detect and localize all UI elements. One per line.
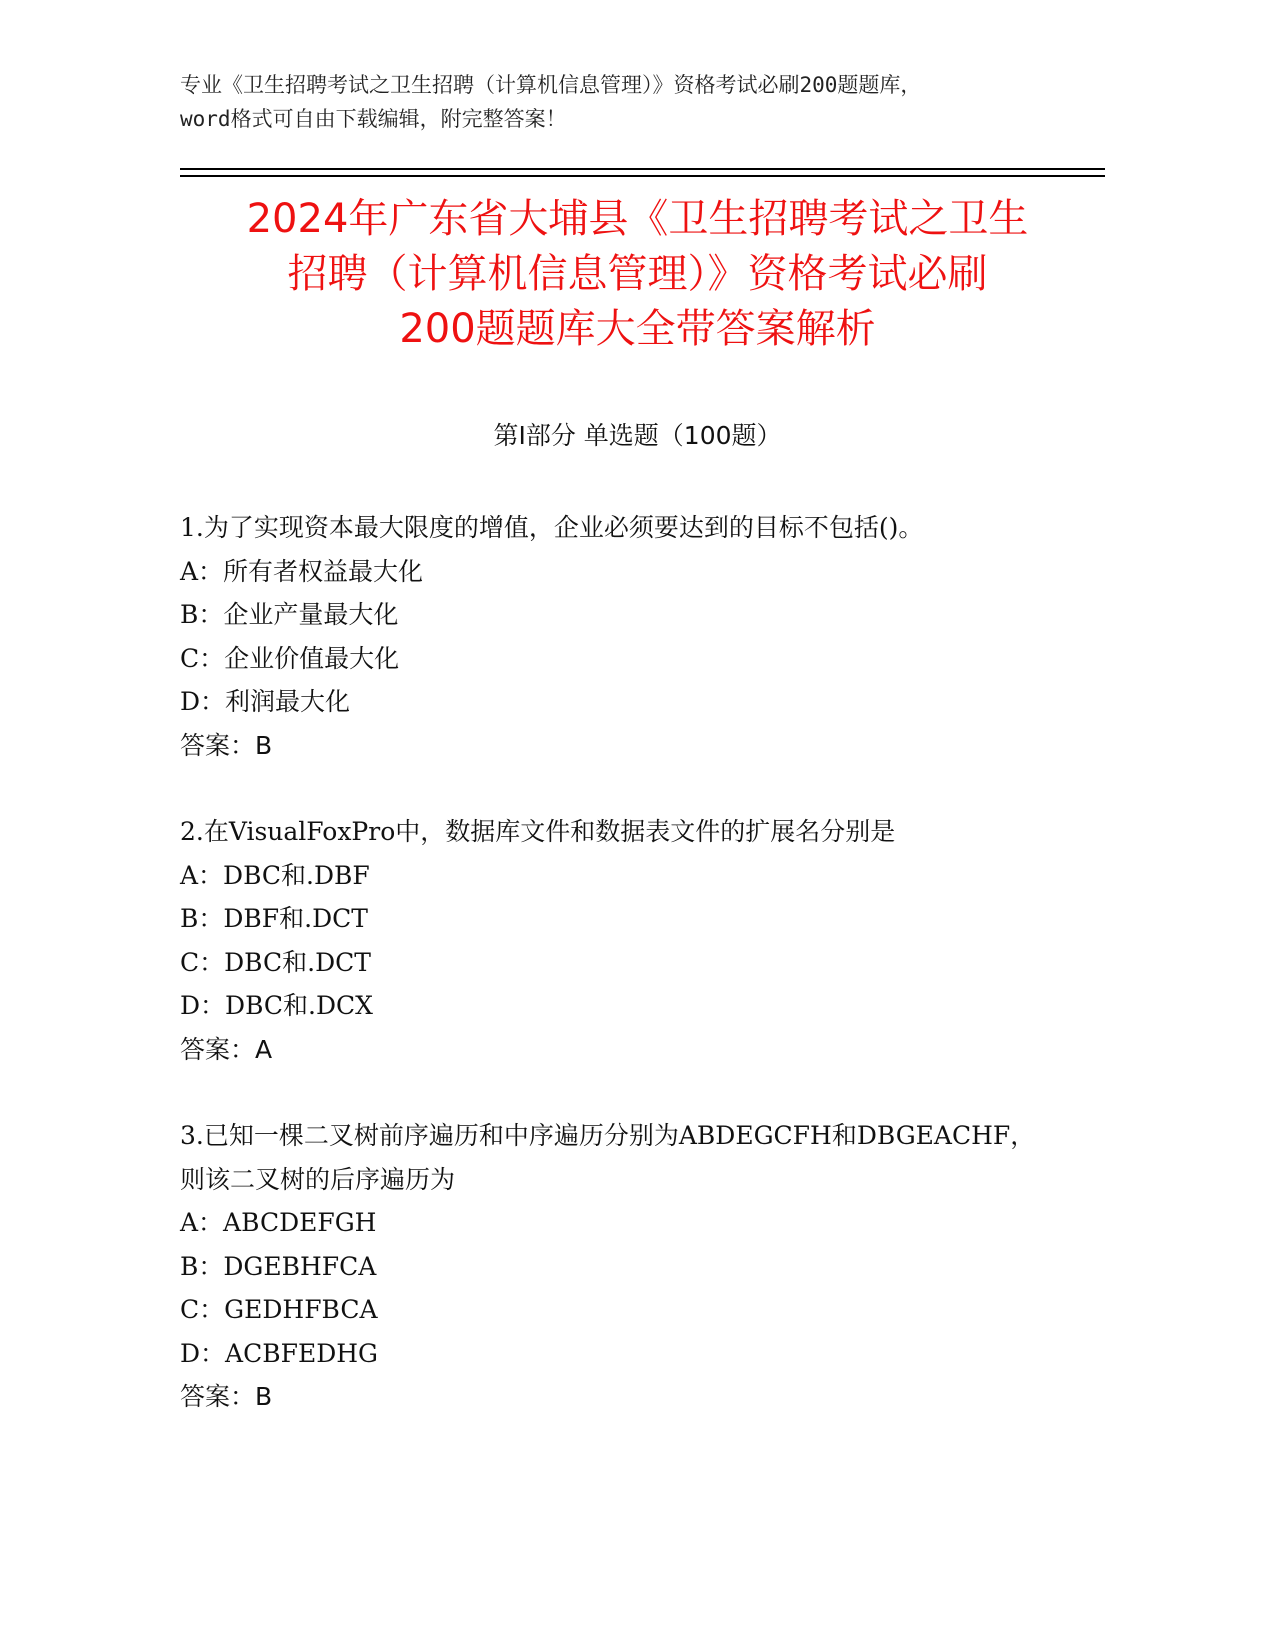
question-text-continued: 则该二叉树的后序遍历为: [180, 1164, 456, 1194]
document-title-line-3: 200题题库大全带答案解析: [399, 306, 876, 352]
option-c: C：企业价值最大化: [180, 643, 400, 673]
question-2: [180, 810, 1110, 1071]
option-c: C：GEDHFBCA: [180, 1295, 378, 1324]
question-list: [180, 506, 1110, 1462]
answer: 答案：B: [180, 1382, 273, 1411]
option-d: D：DBC和.DCX: [180, 991, 373, 1020]
header-note-line-2: word格式可自由下载编辑，附完整答案！: [180, 107, 567, 131]
header-note: [180, 68, 1100, 136]
option-b: B：企业产量最大化: [180, 600, 399, 629]
option-c: C：DBC和.DCT: [180, 947, 371, 977]
header-note-line-1: 专业《卫生招聘考试之卫生招聘（计算机信息管理）》资格考试必刷200题题库，: [180, 73, 922, 97]
header-divider-top: [180, 168, 1105, 170]
question-text: 2.在VisualFoxPro中，数据库文件和数据表文件的扩展名分别是: [180, 817, 896, 846]
document-title-line-1: 2024年广东省大埔县《卫生招聘考试之卫生: [246, 196, 1029, 242]
option-a: A：所有者权益最大化: [180, 556, 424, 586]
answer: 答案：A: [180, 1034, 273, 1064]
document-title-line-2: 招聘（计算机信息管理）》资格考试必刷: [287, 251, 988, 297]
question-text: 3.已知一棵二叉树前序遍历和中序遍历分别为ABDEGCFH和DBGEACHF，: [180, 1121, 1036, 1150]
option-a: A：DBC和.DBF: [180, 860, 370, 890]
option-a: A：ABCDEFGH: [180, 1208, 377, 1237]
header-divider-bottom: [180, 175, 1105, 177]
question-3: [180, 1114, 1110, 1419]
answer: 答案：B: [180, 730, 273, 760]
question-text: 1.为了实现资本最大限度的增值，企业必须要达到的目标不包括()。: [180, 513, 924, 542]
option-d: D：ACBFEDHG: [180, 1338, 379, 1368]
option-d: D：利润最大化: [180, 687, 351, 716]
option-b: B：DGEBHFCA: [180, 1251, 377, 1281]
document-title: [150, 192, 1125, 357]
section-title: 第Ⅰ部分 单选题（100题）: [493, 421, 782, 450]
option-b: B：DBF和.DCT: [180, 904, 368, 933]
question-1: [180, 506, 1110, 767]
